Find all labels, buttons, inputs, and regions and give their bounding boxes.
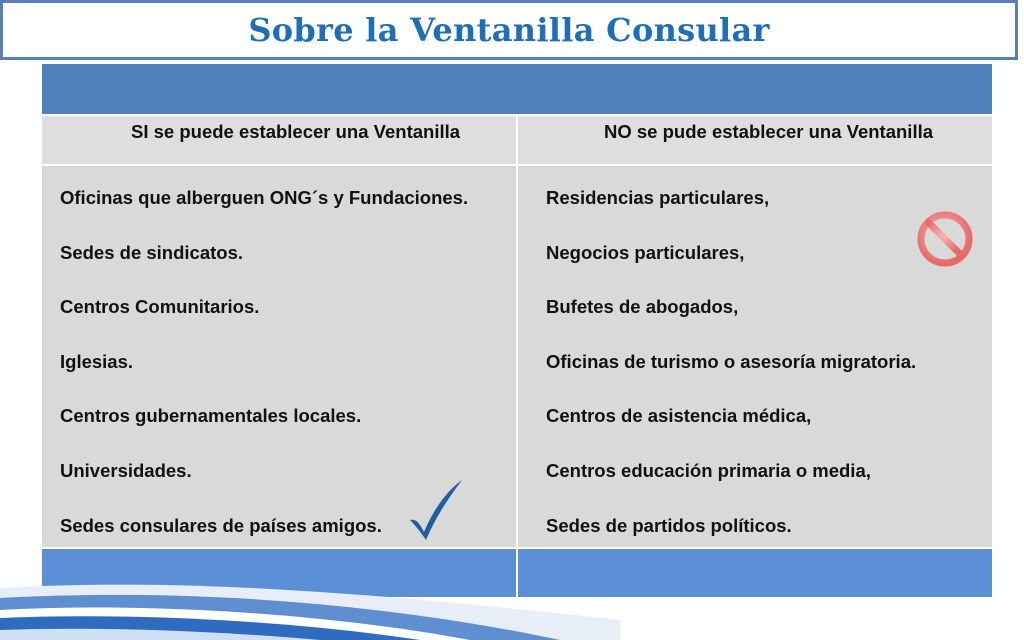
title-box [0,0,1018,60]
list-item: Residencias particulares, [546,187,770,208]
list-item: Iglesias. [60,350,134,372]
list-item: Sedes consulares de países amigos. [60,514,382,536]
decorative-waves [0,580,1024,640]
table-top-bar [42,64,992,114]
left-column-header: SI se puede establecer una Ventanilla [131,121,461,142]
list-item: Negocios particulares, [546,241,745,263]
page-title: Sobre la Ventanilla Consular [248,11,770,49]
prohibited-icon [915,206,975,272]
list-item: Universidades. [60,459,192,481]
right-column-header: NO se pude establecer una Ventanilla [604,121,934,142]
list-item: Bufetes de abogados, [546,296,739,318]
list-item: Centros Comunitarios. [60,296,260,318]
list-item: Centros educación primaria o media, [546,459,871,481]
list-item: Sedes de sindicatos. [60,241,244,263]
right-items-list [546,186,916,568]
list-item: Sedes de partidos políticos. [546,514,792,536]
list-item: Centros de asistencia médica, [546,405,812,427]
list-item: Oficinas de turismo o asesoría migratoria. [546,350,917,372]
list-item: Centros gubernamentales locales. [60,405,362,427]
list-item: Oficinas que alberguen ONG´s y Fundaciones. [60,187,469,208]
